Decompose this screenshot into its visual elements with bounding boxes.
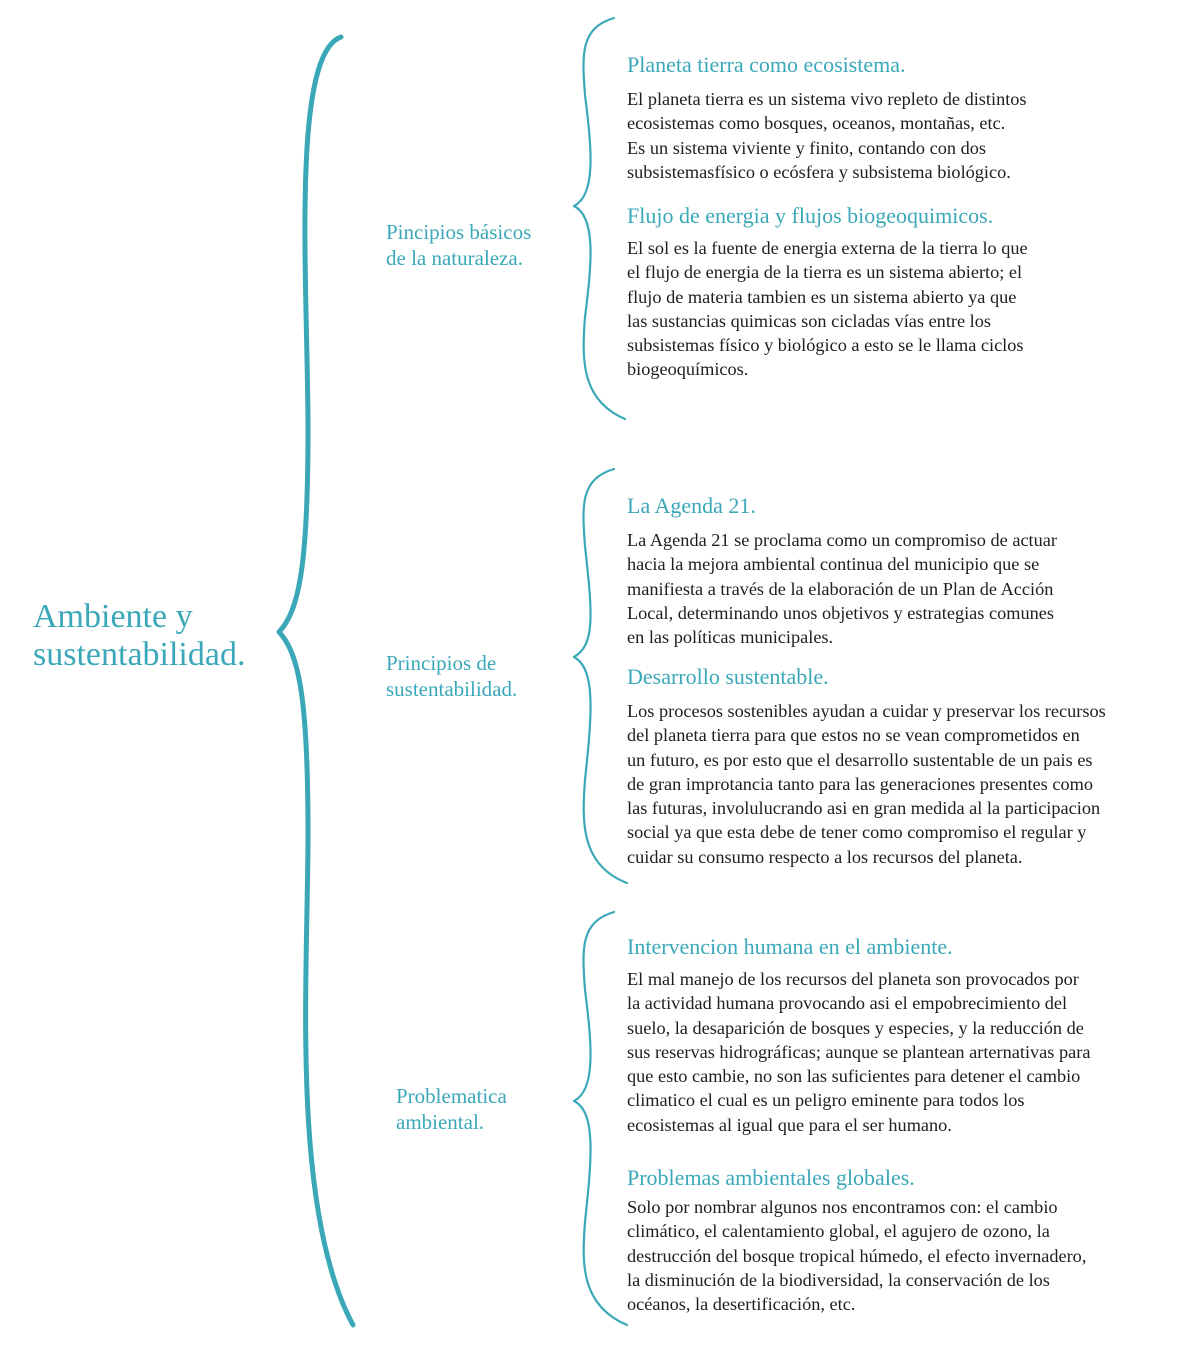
leaf-body-intervencion-humana: El mal manejo de los recursos del planeta son provocados por la actividad humana provocando asi el empobrecimiento del suelo, la desaparición de bosques y especies, y la reducción de sus reservas hidrográficas; aunque se plantean arternativas para que esto cambie, no son las suficientes para detener el cambio climatico el cual es un peligro eminente para todos los ecosistemas al igual que para el ser humano. — [627, 969, 1091, 1135]
leaf-heading-agenda-21: La Agenda 21. — [627, 493, 756, 518]
leaf-heading-problemas-globales: Problemas ambientales globales. — [627, 1165, 915, 1190]
branch-label-sustentabilidad: Principios de sustentabilidad. — [386, 651, 518, 701]
main-brace — [279, 37, 353, 1325]
leaf-body-ecosistema: El planeta tierra es un sistema vivo repleto de distintos ecosistemas como bosques, oceanos, montañas, etc. Es un sistema viviente y finito, contando con dos subsistemasfísico o ecósfera y subsistema biológico. — [627, 89, 1027, 182]
diagram-title: Ambiente y sustentabilidad. — [33, 598, 246, 673]
leaf-heading-ecosistema: Planeta tierra como ecosistema. — [627, 52, 906, 77]
leaf-heading-flujo-energia: Flujo de energia y flujos biogeoquimicos. — [627, 203, 994, 228]
branch-label-problematica: Problematica ambiental. — [396, 1084, 507, 1134]
leaf-heading-intervencion-humana: Intervencion humana en el ambiente. — [627, 934, 953, 959]
leaf-heading-desarrollo-sustentable: Desarrollo sustentable. — [627, 664, 829, 689]
leaf-body-flujo-energia: El sol es la fuente de energia externa de la tierra lo que el flujo de energia de la tierra es un sistema abierto; el flujo de materia tambien es un sistema abierto ya que las sustancias quimicas son cicladas vías entre los subsistemas físico y biológico a esto se le llama ciclos biogeoquímicos. — [627, 238, 1028, 380]
leaf-body-agenda-21: La Agenda 21 se proclama como un compromiso de actuar hacia la mejora ambiental continua del municipio que se manifiesta a través de la elaboración de un Plan de Acción Local, determinando unos objetivos y estrategias comunes en las políticas municipales. — [627, 530, 1057, 648]
leaf-body-desarrollo-sustentable: Los procesos sostenibles ayudan a cuidar y preservar los recursos del planeta tierra para que estos no se vean comprometidos en un futuro, es por esto que el desarrollo sustentable de un pais es de gran improtancia tanto para las generaciones presentes como las futuras, involulucrando asi en gran medida al la participacion social ya que esta debe de tener como compromiso el regular y cuidar su consumo respecto a los recursos del planeta. — [627, 701, 1106, 867]
branch-label-naturaleza: Pincipios básicos de la naturaleza. — [386, 220, 532, 270]
leaf-body-problemas-globales: Solo por nombrar algunos nos encontramos con: el cambio climático, el calentamiento global, el agujero de ozono, la destrucción del bosque tropical húmedo, el efecto invernadero, la disminución de la biodiversidad, la conservación de los océanos, la desertificación, etc. — [627, 1197, 1087, 1315]
